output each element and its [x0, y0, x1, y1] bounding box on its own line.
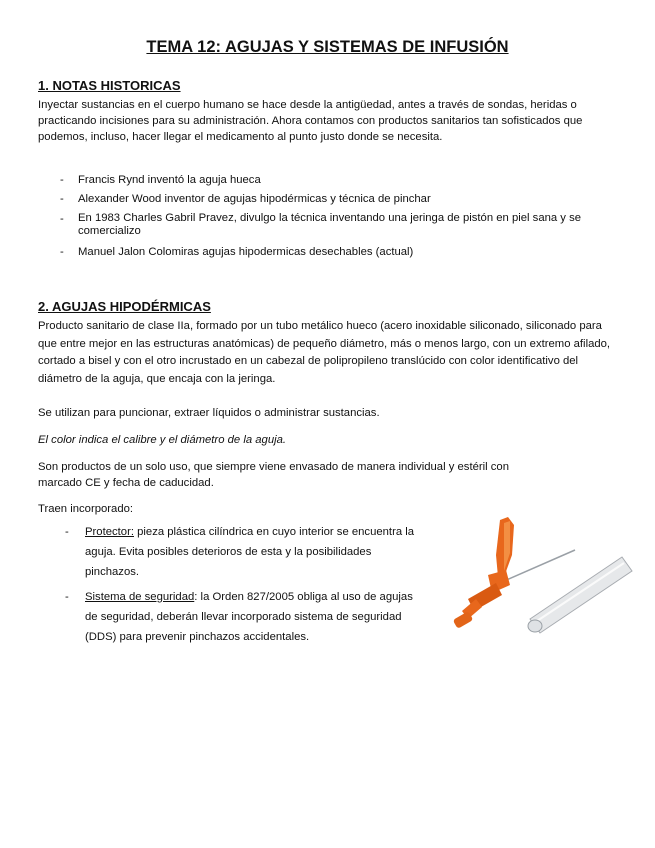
includes-label: Traen incorporado:: [38, 503, 134, 515]
color-note: El color indica el calibre y el diámetro de la aguja.: [38, 434, 287, 446]
description-paragraph: Producto sanitario de clase IIa, formado por un tubo metálico hueco (acero inoxidable siliconado, siliconado para que entre mejor en las estructuras anatómicas) de pequeño diámetro, más o menos largo, con un extremo afilado, cortado a bisel y con el otro incrustado en un cabezal de polipropileno translúcido con color identificativo del diámetro de la aguja, que encaja con la jeringa.: [38, 320, 611, 385]
usage-paragraph: Se utilizan para puncionar, extraer líquidos o administrar sustancias.: [38, 407, 380, 419]
protector-label: Protector:: [85, 526, 134, 538]
list-item: - En 1983 Charles Gabril Pravez, divulgo la técnica inventando una jeringa de pistón en piel sana y se comercializo: [60, 212, 582, 237]
security-label: Sistema de seguridad: [85, 591, 195, 603]
section-heading-hipodermicas: 2. AGUJAS HIPODÉRMICAS: [38, 299, 211, 314]
protector-cap: [528, 557, 632, 633]
needle-hub: [453, 517, 514, 629]
hypodermic-needle-image: [440, 515, 640, 640]
section-heading-historicas: 1. NOTAS HISTORICAS: [38, 78, 181, 93]
page-title: TEMA 12: AGUJAS Y SISTEMAS DE INFUSIÓN: [146, 38, 509, 56]
list-item-protector: - Protector: pieza plástica cilíndrica en cuyo interior se encuentra la aguja. Evita posibles deterioros de esta y la posibilidades pinchazos.: [65, 526, 415, 578]
list-item-security: - Sistema de seguridad: la Orden 827/2005 obliga al uso de agujas de seguridad, deberán llevar incorporado sistema de seguridad (DDS) para prevenir pinchazos accidentales.: [65, 591, 413, 643]
intro-paragraph: Inyectar sustancias en el cuerpo humano se hace desde la antigüedad, antes a través de sondas, heridas o practicando incisiones para su administración. Ahora contamos con productos sanitarios tan sofisticados que podemos, incluso, hacer llegar el medicamento al punto justo donde se necesita.: [38, 99, 583, 143]
single-use-paragraph: Son productos de un solo uso, que siempre viene envasado de manera individual y estéril con marcado CE y fecha de caducidad.: [38, 461, 509, 489]
